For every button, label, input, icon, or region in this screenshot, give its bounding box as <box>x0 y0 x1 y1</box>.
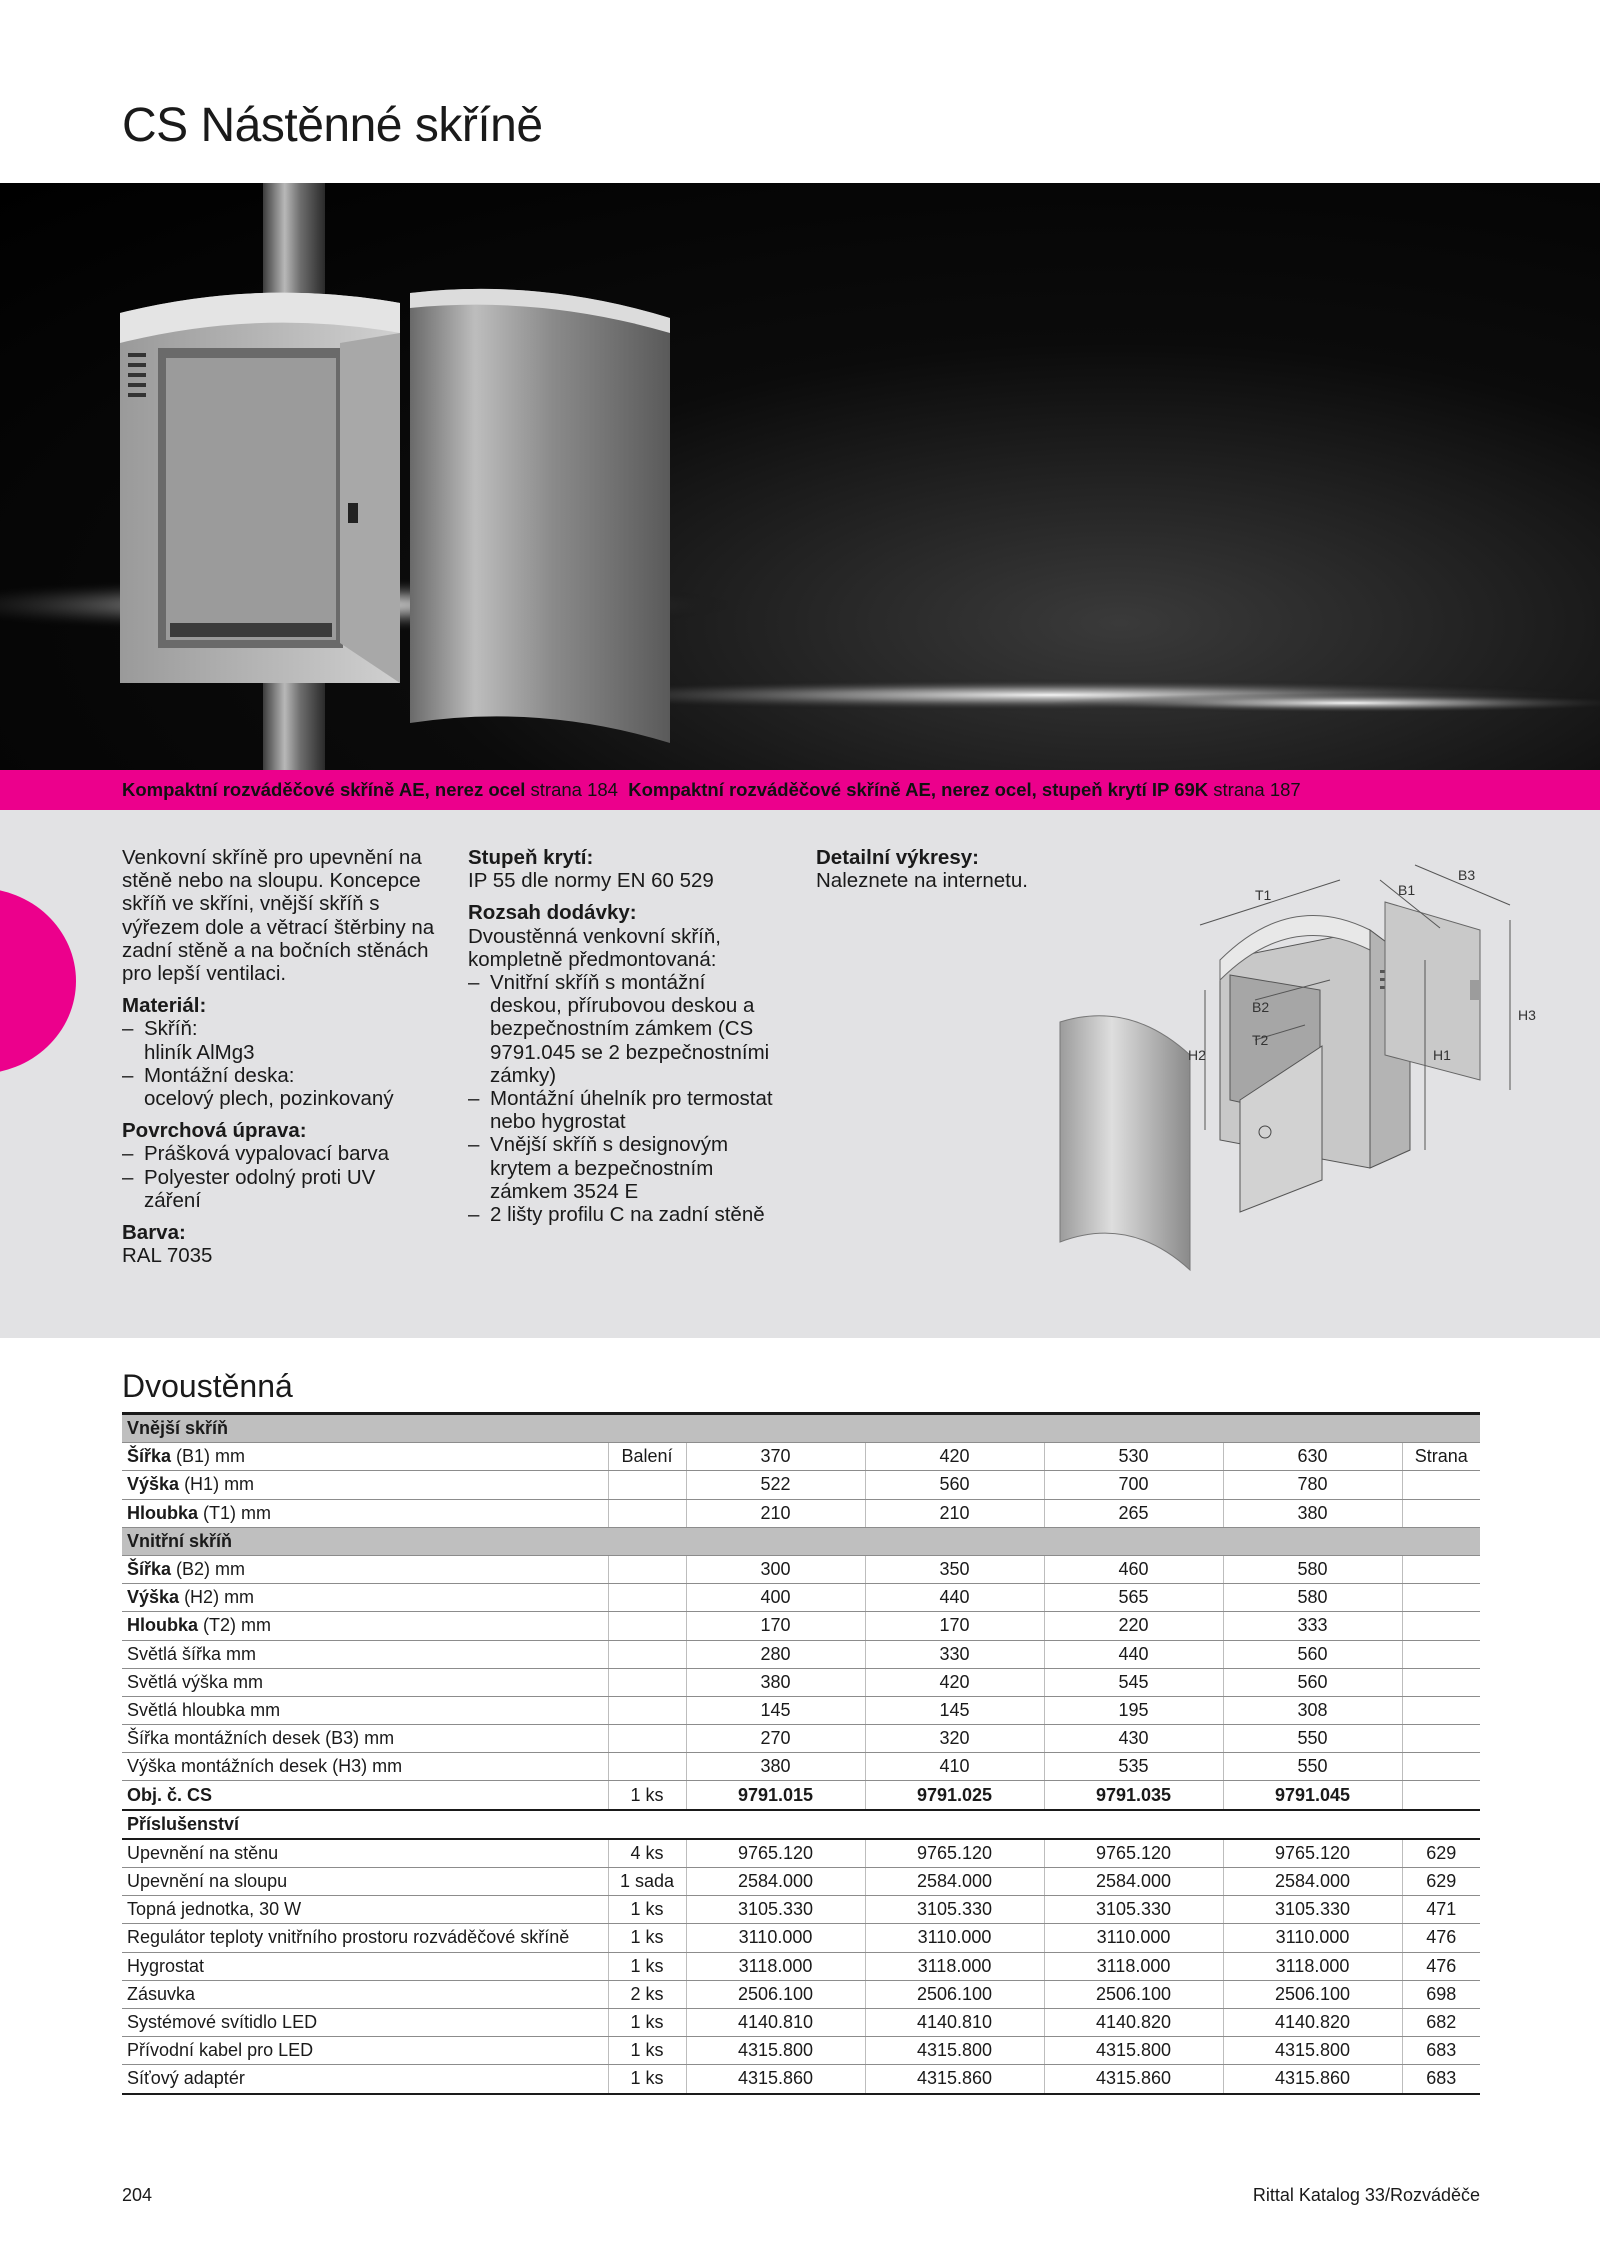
value-cell: 3118.000 <box>865 1952 1044 1980</box>
table-row <box>122 2065 1480 2094</box>
table-row <box>122 1725 1480 1753</box>
row-label <box>122 1443 608 1471</box>
page-ref-cell <box>1402 1499 1480 1527</box>
row-label-bold: Obj. č. CS <box>127 1784 213 1805</box>
scope-list <box>468 971 778 1226</box>
pack-cell <box>608 1499 686 1527</box>
row-label-text: Síťový adaptér <box>127 2068 245 2089</box>
cabinet-photo-illustration <box>0 183 1600 770</box>
dim-label-h1: H1 <box>1433 1047 1451 1063</box>
related-link-2[interactable]: Kompaktní rozváděčové skříně AE, nerez ocel, stupeň krytí IP 69K strana 187 <box>628 779 1301 800</box>
pack-cell <box>608 1555 686 1583</box>
value-cell: 550 <box>1223 1753 1402 1781</box>
value-cell: 9791.045 <box>1223 1781 1402 1810</box>
value-cell: 3110.000 <box>1044 1924 1223 1952</box>
value-cell: 530 <box>1044 1443 1223 1471</box>
page-ref-cell <box>1402 1640 1480 1668</box>
value-cell: 270 <box>686 1725 865 1753</box>
row-label <box>122 1725 608 1753</box>
table-row <box>122 1499 1480 1527</box>
surface-item: – Polyester odolný proti UV záření <box>122 1166 414 1212</box>
value-cell: 265 <box>1044 1499 1223 1527</box>
value-cell: 700 <box>1044 1471 1223 1499</box>
value-cell: 210 <box>686 1499 865 1527</box>
row-label <box>122 1471 608 1499</box>
value-cell: 2506.100 <box>1044 1980 1223 2008</box>
value-cell: 2506.100 <box>686 1980 865 2008</box>
value-cell: 2584.000 <box>1223 1868 1402 1896</box>
pack-cell: 4 ks <box>608 1839 686 1868</box>
row-label-text: Systémové svítidlo LED <box>127 2012 318 2033</box>
row-label-text: (H1) mm <box>179 1474 255 1495</box>
value-cell: 170 <box>865 1612 1044 1640</box>
value-cell: 400 <box>686 1584 865 1612</box>
value-cell: 535 <box>1044 1753 1223 1781</box>
row-label-text: (T1) mm <box>198 1502 271 1523</box>
pack-cell <box>608 1725 686 1753</box>
section-title: Dvoustěnná <box>122 1368 293 1404</box>
row-label <box>122 1868 608 1896</box>
row-label <box>122 2008 608 2036</box>
value-cell: 2506.100 <box>1223 1980 1402 2008</box>
value-cell: 308 <box>1223 1696 1402 1724</box>
row-label <box>122 1896 608 1924</box>
value-cell: 380 <box>1223 1499 1402 1527</box>
row-label <box>122 2037 608 2065</box>
value-cell: 3118.000 <box>1223 1952 1402 1980</box>
value-cell: 2584.000 <box>865 1868 1044 1896</box>
page-ref-cell: 476 <box>1402 1952 1480 1980</box>
value-cell: 565 <box>1044 1584 1223 1612</box>
row-label <box>122 1640 608 1668</box>
pack-cell <box>608 1668 686 1696</box>
page-ref-cell <box>1402 1555 1480 1583</box>
color-value: RAL 7035 <box>122 1244 213 1268</box>
row-label-text: Světlá výška mm <box>127 1671 264 1692</box>
value-cell: 4315.800 <box>1223 2037 1402 2065</box>
row-label <box>122 1781 608 1810</box>
drawings-heading: Detailní výkresy: <box>816 846 979 869</box>
page-ref-cell: 682 <box>1402 2008 1480 2036</box>
pack-cell <box>608 1640 686 1668</box>
table-group-header <box>122 1414 1480 1443</box>
value-cell: 320 <box>865 1725 1044 1753</box>
hero-product-photo <box>0 183 1600 770</box>
page-number: 204 <box>122 2185 153 2205</box>
row-label-text: Upevnění na stěnu <box>127 1842 279 1863</box>
row-label <box>122 1753 608 1781</box>
value-cell: 3110.000 <box>686 1924 865 1952</box>
row-label-text: Výška montážních desek (H3) mm <box>127 1756 403 1777</box>
row-label <box>122 1584 608 1612</box>
value-cell: 460 <box>1044 1555 1223 1583</box>
value-cell: 550 <box>1223 1725 1402 1753</box>
scope-item: – Montážní úhelník pro termostat nebo hygrostat <box>468 1087 778 1133</box>
value-cell: 410 <box>865 1753 1044 1781</box>
page-ref-cell: 683 <box>1402 2037 1480 2065</box>
material-item: – Montážní deska: ocelový plech, pozinkovaný <box>122 1064 452 1110</box>
value-cell: 4140.820 <box>1044 2008 1223 2036</box>
pack-cell <box>608 1612 686 1640</box>
value-cell: 350 <box>865 1555 1044 1583</box>
row-label <box>122 1499 608 1527</box>
table-group-header <box>122 1527 1480 1555</box>
row-label-text: Zásuvka <box>127 1983 196 2004</box>
value-cell: 9791.035 <box>1044 1781 1223 1810</box>
value-cell: 3105.330 <box>686 1896 865 1924</box>
row-label <box>122 2065 608 2094</box>
pack-cell <box>608 1584 686 1612</box>
row-label-bold: Hloubka <box>127 1615 199 1636</box>
surface-heading: Povrchová úprava: <box>122 1119 307 1143</box>
row-label-text: Světlá hloubka mm <box>127 1699 281 1720</box>
table-row <box>122 1668 1480 1696</box>
page-title: CS Nástěnné skříně <box>122 99 543 152</box>
pack-cell: 1 ks <box>608 2065 686 2094</box>
row-label-bold: Šířka <box>127 1446 172 1467</box>
pack-cell: 1 ks <box>608 1781 686 1810</box>
page-ref-cell <box>1402 1753 1480 1781</box>
row-label-text: Přívodní kabel pro LED <box>127 2040 314 2061</box>
pack-cell: 1 sada <box>608 1868 686 1896</box>
color-heading: Barva: <box>122 1221 186 1245</box>
row-label <box>122 1696 608 1724</box>
table-row <box>122 1696 1480 1724</box>
ip-heading: Stupeň krytí: <box>468 846 594 869</box>
value-cell: 580 <box>1223 1555 1402 1583</box>
value-cell: 420 <box>865 1668 1044 1696</box>
pack-cell <box>608 1753 686 1781</box>
ip-value: IP 55 dle normy EN 60 529 <box>468 869 714 893</box>
group-label: Příslušenství <box>122 1810 1480 1839</box>
value-cell: 3110.000 <box>1223 1924 1402 1952</box>
row-label-text: Světlá šířka mm <box>127 1643 257 1664</box>
value-cell: 9791.025 <box>865 1781 1044 1810</box>
pack-cell: 1 ks <box>608 1896 686 1924</box>
value-cell: 3105.330 <box>1223 1896 1402 1924</box>
dim-label-h3: H3 <box>1518 1007 1536 1023</box>
row-label-text: (H2) mm <box>179 1587 255 1608</box>
material-heading: Materiál: <box>122 994 207 1018</box>
table-row <box>122 1952 1480 1980</box>
value-cell: 170 <box>686 1612 865 1640</box>
table-row <box>122 1924 1480 1952</box>
description-column-1 <box>122 846 452 1267</box>
value-cell: 280 <box>686 1640 865 1668</box>
scope-intro: Dvoustěnná venkovní skříň, kompletně předmontovaná: <box>468 924 721 971</box>
value-cell: 560 <box>1223 1640 1402 1668</box>
table-row <box>122 1584 1480 1612</box>
dim-label-b2: B2 <box>1252 999 1270 1015</box>
value-cell: 4315.800 <box>865 2037 1044 2065</box>
value-cell: 430 <box>1044 1725 1223 1753</box>
value-cell: 580 <box>1223 1584 1402 1612</box>
value-cell: 4140.810 <box>865 2008 1044 2036</box>
page-ref-cell: 471 <box>1402 1896 1480 1924</box>
dim-label-t2: T2 <box>1252 1032 1269 1048</box>
value-cell: 440 <box>865 1584 1044 1612</box>
value-cell: 560 <box>1223 1668 1402 1696</box>
dimension-drawing <box>1040 850 1560 1290</box>
value-cell: 522 <box>686 1471 865 1499</box>
value-cell: 195 <box>1044 1696 1223 1724</box>
row-label-text: Topná jednotka, 30 W <box>127 1899 302 1920</box>
value-cell: 370 <box>686 1443 865 1471</box>
row-label-text: (B1) mm <box>171 1446 246 1467</box>
material-list <box>122 1017 452 1110</box>
value-cell: 3105.330 <box>1044 1896 1223 1924</box>
page-ref-cell: 683 <box>1402 2065 1480 2094</box>
value-cell: 333 <box>1223 1612 1402 1640</box>
catalog-name: Rittal Katalog 33/Rozváděče <box>1252 2185 1480 2205</box>
value-cell: 4140.810 <box>686 2008 865 2036</box>
row-label-text: Hygrostat <box>127 1955 205 1976</box>
page-ref-cell <box>1402 1781 1480 1810</box>
dim-label-b3: B3 <box>1458 867 1476 883</box>
value-cell: 545 <box>1044 1668 1223 1696</box>
value-cell: 220 <box>1044 1612 1223 1640</box>
value-cell: 4140.820 <box>1223 2008 1402 2036</box>
pack-cell: 1 ks <box>608 2008 686 2036</box>
value-cell: 630 <box>1223 1443 1402 1471</box>
scope-heading: Rozsah dodávky: <box>468 901 637 925</box>
description-column-3 <box>816 846 1076 892</box>
page-ref-cell: Strana <box>1402 1443 1480 1471</box>
value-cell: 2506.100 <box>865 1980 1044 2008</box>
table-row <box>122 1640 1480 1668</box>
value-cell: 4315.800 <box>686 2037 865 2065</box>
value-cell: 3118.000 <box>1044 1952 1223 1980</box>
value-cell: 380 <box>686 1753 865 1781</box>
page-ref-cell <box>1402 1725 1480 1753</box>
value-cell: 145 <box>686 1696 865 1724</box>
dim-label-t1: T1 <box>1255 887 1272 903</box>
page-ref-cell <box>1402 1612 1480 1640</box>
dim-label-h2: H2 <box>1188 1047 1206 1063</box>
row-label <box>122 1952 608 1980</box>
pack-cell: Balení <box>608 1443 686 1471</box>
table-row <box>122 1868 1480 1896</box>
row-label-text: Regulátor teploty vnitřního prostoru rozváděčové skříně <box>127 1927 570 1948</box>
table-row <box>122 1781 1480 1810</box>
page-ref-cell: 629 <box>1402 1839 1480 1868</box>
value-cell: 4315.860 <box>865 2065 1044 2094</box>
pack-cell: 2 ks <box>608 1980 686 2008</box>
value-cell: 300 <box>686 1555 865 1583</box>
pack-cell <box>608 1696 686 1724</box>
value-cell: 560 <box>865 1471 1044 1499</box>
value-cell: 440 <box>1044 1640 1223 1668</box>
table-row <box>122 1896 1480 1924</box>
table-row <box>122 1980 1480 2008</box>
row-label-text: (T2) mm <box>198 1615 271 1636</box>
row-label-bold: Šířka <box>127 1559 172 1580</box>
page-ref-cell: 629 <box>1402 1868 1480 1896</box>
description-column-2 <box>468 846 808 1226</box>
scope-item: – Vnitřní skříň s montážní deskou, přírubovou deskou a bezpečnostním zámkem (CS 9791.045 se 2 bezpečnostními zámky) <box>468 971 778 1087</box>
drawings-value: Naleznete na internetu. <box>816 869 1028 893</box>
value-cell: 3105.330 <box>865 1896 1044 1924</box>
value-cell: 380 <box>686 1668 865 1696</box>
row-label-bold: Výška <box>127 1474 180 1495</box>
pack-cell: 1 ks <box>608 1952 686 1980</box>
pack-cell: 1 ks <box>608 2037 686 2065</box>
value-cell: 9765.120 <box>1044 1839 1223 1868</box>
table-group-header <box>122 1810 1480 1839</box>
row-label <box>122 1980 608 2008</box>
value-cell: 210 <box>865 1499 1044 1527</box>
page-ref-cell <box>1402 1668 1480 1696</box>
value-cell: 4315.800 <box>1044 2037 1223 2065</box>
value-cell: 4315.860 <box>686 2065 865 2094</box>
table-row <box>122 1753 1480 1781</box>
dim-label-b1: B1 <box>1398 882 1416 898</box>
scope-item: – 2 lišty profilu C na zadní stěně <box>468 1203 778 1226</box>
table-row <box>122 2037 1480 2065</box>
table-row <box>122 1555 1480 1583</box>
page-ref-cell <box>1402 1584 1480 1612</box>
row-label-text: Šířka montážních desek (B3) mm <box>127 1728 395 1749</box>
row-label-bold: Hloubka <box>127 1502 199 1523</box>
value-cell: 4315.860 <box>1044 2065 1223 2094</box>
page-ref-cell: 698 <box>1402 1980 1480 2008</box>
group-label: Vnější skříň <box>122 1414 1480 1443</box>
scope-item: – Vnější skříň s designovým krytem a bezpečnostním zámkem 3524 E <box>468 1133 778 1203</box>
table-row <box>122 1471 1480 1499</box>
specification-table <box>122 1412 1480 2095</box>
intro-text: Venkovní skříně pro upevnění na stěně nebo na sloupu. Koncepce skříň ve skříni, vnější skříň s výřezem dole a větrací štěrbiny na zadní stěně a na bočních stěnách pro lepší ventilaci. <box>122 846 435 986</box>
pack-cell: 1 ks <box>608 1924 686 1952</box>
surface-list <box>122 1142 452 1212</box>
row-label-text: (B2) mm <box>171 1559 246 1580</box>
value-cell: 4315.860 <box>1223 2065 1402 2094</box>
table-row <box>122 1839 1480 1868</box>
value-cell: 2584.000 <box>1044 1868 1223 1896</box>
value-cell: 9765.120 <box>1223 1839 1402 1868</box>
surface-item: – Prášková vypalovací barva <box>122 1142 452 1165</box>
pack-cell <box>608 1471 686 1499</box>
related-products-bar <box>0 770 1600 810</box>
page-ref-cell: 476 <box>1402 1924 1480 1952</box>
row-label <box>122 1668 608 1696</box>
table-row <box>122 1443 1480 1471</box>
table-row <box>122 1612 1480 1640</box>
value-cell: 2584.000 <box>686 1868 865 1896</box>
table-row <box>122 2008 1480 2036</box>
row-label <box>122 1555 608 1583</box>
row-label <box>122 1924 608 1952</box>
page-ref-cell <box>1402 1696 1480 1724</box>
value-cell: 9791.015 <box>686 1781 865 1810</box>
row-label <box>122 1839 608 1868</box>
value-cell: 145 <box>865 1696 1044 1724</box>
value-cell: 420 <box>865 1443 1044 1471</box>
value-cell: 3118.000 <box>686 1952 865 1980</box>
row-label-text: Upevnění na sloupu <box>127 1871 288 1892</box>
page-ref-cell <box>1402 1471 1480 1499</box>
related-link-1[interactable]: Kompaktní rozváděčové skříně AE, nerez ocel strana 184 <box>122 779 618 800</box>
material-item: – Skříň: hliník AlMg3 <box>122 1017 452 1063</box>
value-cell: 780 <box>1223 1471 1402 1499</box>
row-label-bold: Výška <box>127 1587 180 1608</box>
value-cell: 3110.000 <box>865 1924 1044 1952</box>
value-cell: 9765.120 <box>865 1839 1044 1868</box>
value-cell: 330 <box>865 1640 1044 1668</box>
value-cell: 9765.120 <box>686 1839 865 1868</box>
row-label <box>122 1612 608 1640</box>
group-label: Vnitřní skříň <box>122 1527 1480 1555</box>
